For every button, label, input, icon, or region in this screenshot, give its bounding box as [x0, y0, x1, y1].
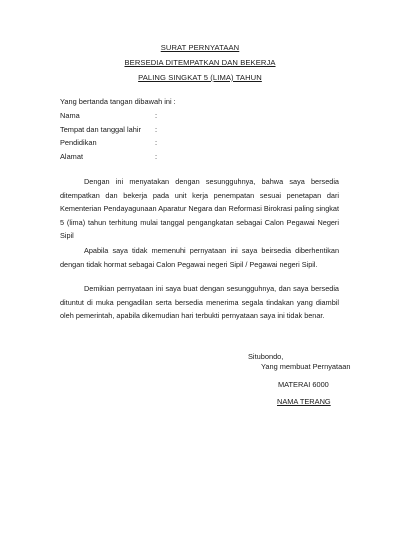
intro-text: Yang bertanda tangan dibawah ini :	[60, 97, 176, 106]
field-label: Alamat	[60, 152, 84, 161]
field-label: Tempat dan tanggal lahir	[60, 125, 141, 134]
field-colon: :	[155, 138, 158, 147]
field-colon: :	[155, 125, 158, 134]
field-label: Nama	[60, 111, 80, 120]
paragraph-closing	[60, 282, 339, 323]
signature-place: Situbondo,	[248, 352, 284, 361]
paragraph-statement	[60, 175, 339, 243]
signature-stamp: MATERAI 6000	[278, 380, 329, 389]
paragraph-closing-text: Demikian pernyataan ini saya buat dengan sesungguhnya, dan saya bersedia dituntut di muka pengadilan serta bersedia menerima segala tindakan yang diambil oleh pemerintah, apabila dikemudian hari terbukti pernyataan saya ini tidak benar.	[60, 284, 339, 321]
field-colon: :	[155, 152, 158, 161]
title-line-1: SURAT PERNYATAAN	[160, 43, 240, 52]
title-line-2: BERSEDIA DITEMPATKAN DAN BEKERJA	[124, 58, 276, 67]
field-label: Pendidikan	[60, 138, 97, 147]
paragraph-consequence-text: Apabila saya tidak memenuhi pernyataan ini saya beirsedia diberhentikan dengan tidak hormat sebagai Calon Pegawai negeri Sipil / Pegawai negeri Sipil.	[60, 246, 339, 269]
field-colon: :	[155, 111, 158, 120]
signature-name: NAMA TERANG	[277, 397, 331, 406]
title-line-3: PALING SINGKAT 5 (LIMA) TAHUN	[138, 73, 262, 82]
paragraph-statement-text: Dengan ini menyatakan dengan sesungguhnya, bahwa saya bersedia ditempatkan dan bekerja pada unit kerja penempatan sesuai penetapan dari Kementerian Pendayagunaan Aparatur Negara dan Reformasi Birokrasi paling singkat 5 (lima) tahun terhitung mulai tanggal pengangkatan sebagai Calon Pegawai Negeri Sipil	[60, 177, 339, 241]
paragraph-consequence	[60, 244, 339, 271]
signature-maker: Yang membuat Pernyataan	[261, 362, 351, 371]
